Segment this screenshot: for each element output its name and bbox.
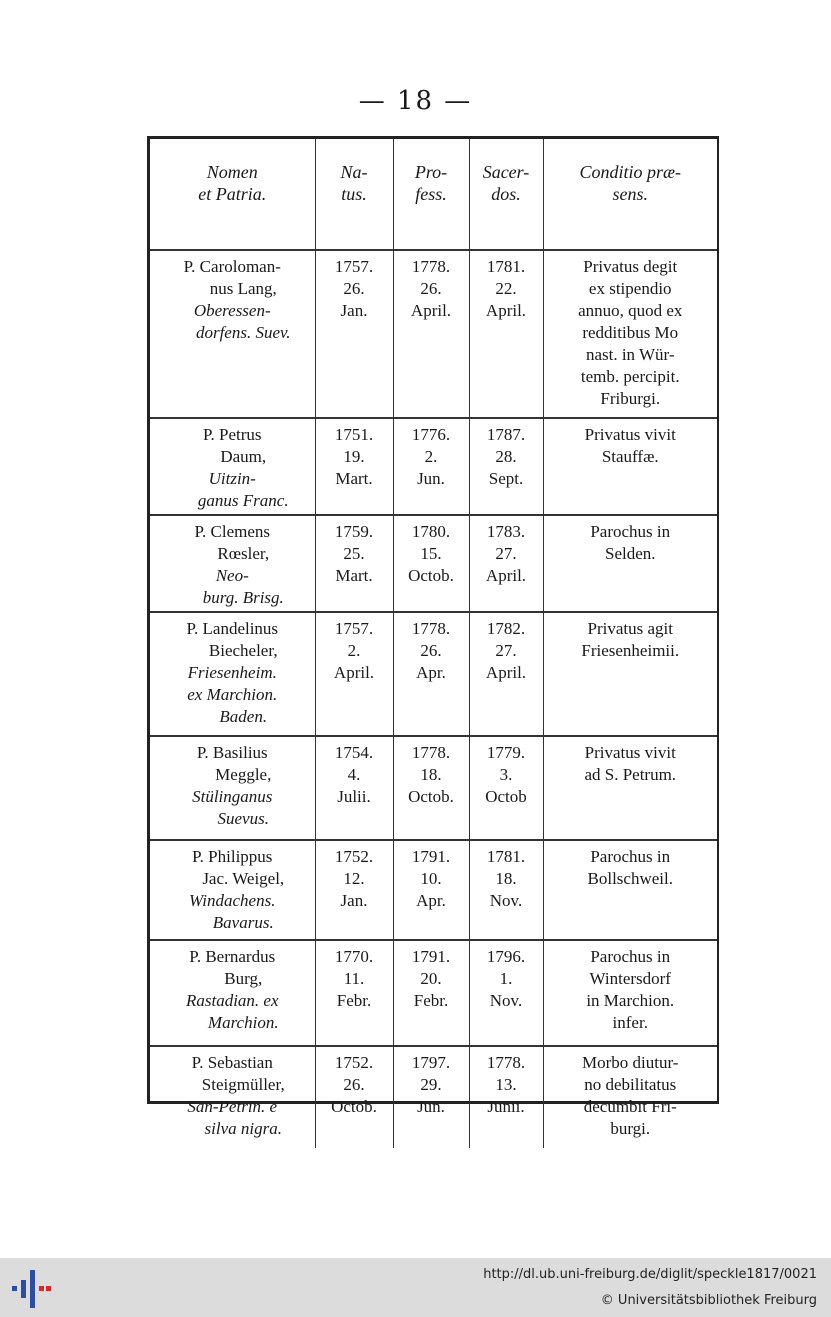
- natus-line: Mart.: [335, 566, 373, 585]
- sacerdos-line: April.: [485, 301, 527, 320]
- page-number: — 18 —: [358, 86, 473, 116]
- conditio-line: Wintersdorf: [589, 969, 671, 988]
- cell-sacerdos: [469, 250, 543, 418]
- sacerdos-line: 1782.: [486, 619, 526, 638]
- profess-line: 1797.: [411, 1053, 451, 1072]
- profess-line: Jun.: [417, 469, 445, 488]
- sacerdos-line: Sept.: [488, 469, 524, 488]
- cell-sacerdos: [469, 736, 543, 840]
- member-name-line: Biecheler,: [208, 641, 278, 660]
- profess-line: Febr.: [413, 991, 449, 1010]
- header-profess: Pro- fess.: [393, 139, 469, 250]
- conditio-line: Morbo diutur-: [582, 1053, 679, 1072]
- conditio-line: Parochus in: [590, 947, 671, 966]
- member-name-line: nus Lang,: [209, 279, 277, 298]
- cell-profess: [393, 736, 469, 840]
- conditio-line: ad S. Petrum.: [584, 765, 677, 784]
- member-name-line: P. Caroloman-: [183, 257, 281, 276]
- natus-line: Jan.: [340, 301, 368, 320]
- member-name-line: P. Bernardus: [189, 947, 276, 966]
- copyright-notice: © Universitätsbibliothek Freiburg: [600, 1293, 817, 1308]
- table-row: [150, 250, 717, 418]
- cell-profess: [393, 612, 469, 736]
- member-name-line: Burg,: [224, 969, 263, 988]
- member-patria-line: Bavarus.: [212, 913, 274, 932]
- member-patria-line: Marchion.: [207, 1013, 279, 1032]
- cell-sacerdos: [469, 1046, 543, 1148]
- profess-line: 26.: [420, 641, 442, 660]
- table-row: [150, 515, 717, 612]
- sacerdos-line: April.: [485, 566, 527, 585]
- natus-line: Octob.: [331, 1097, 377, 1116]
- member-patria-line: San-Petrin. e: [187, 1097, 278, 1116]
- sacerdos-line: 22.: [495, 279, 517, 298]
- sacerdos-line: 13.: [495, 1075, 517, 1094]
- sacerdos-line: 28.: [495, 447, 517, 466]
- cell-natus: [315, 250, 393, 418]
- conditio-line: Parochus in: [590, 522, 671, 541]
- natus-line: 26.: [343, 279, 365, 298]
- table-header-row: [150, 139, 717, 250]
- cell-natus: [315, 840, 393, 940]
- cell-conditio: [543, 1046, 717, 1148]
- conditio-line: infer.: [612, 1013, 648, 1032]
- member-patria-line: Oberessen-: [193, 301, 271, 320]
- records-table: [150, 139, 717, 1148]
- cell-profess: [393, 940, 469, 1046]
- profess-line: 18.: [420, 765, 442, 784]
- natus-line: 1752.: [334, 847, 374, 866]
- conditio-line: Selden.: [604, 544, 656, 563]
- cell-conditio: [543, 612, 717, 736]
- conditio-line: Privatus agit: [587, 619, 673, 638]
- profess-line: 1778.: [411, 619, 451, 638]
- table-row: [150, 940, 717, 1046]
- profess-line: Jun.: [417, 1097, 445, 1116]
- natus-line: 1757.: [334, 257, 374, 276]
- cell-profess: [393, 1046, 469, 1148]
- conditio-line: Privatus vivit: [584, 743, 676, 762]
- sacerdos-line: Octob: [485, 787, 527, 806]
- natus-line: 1751.: [334, 425, 374, 444]
- member-patria-line: Friesenheim.: [187, 663, 277, 682]
- member-name-line: Daum,: [220, 447, 267, 466]
- profess-line: 1776.: [411, 425, 451, 444]
- header-natus: Na- tus.: [315, 139, 393, 250]
- cell-conditio: [543, 736, 717, 840]
- natus-line: 19.: [343, 447, 365, 466]
- cell-profess: [393, 250, 469, 418]
- cell-natus: [315, 418, 393, 515]
- member-name-line: Steigmüller,: [201, 1075, 285, 1094]
- natus-line: 26.: [343, 1075, 365, 1094]
- natus-line: 12.: [343, 869, 365, 888]
- member-patria-line: Neo-: [215, 566, 249, 585]
- conditio-line: annuo, quod ex: [578, 301, 683, 320]
- conditio-line: nast. in Wür-: [585, 345, 675, 364]
- natus-line: 4.: [347, 765, 361, 784]
- conditio-line: Privatus degit: [583, 257, 678, 276]
- sacerdos-line: 1781.: [486, 257, 526, 276]
- header-conditio: Conditio præ- sens.: [543, 139, 717, 250]
- profess-line: 10.: [420, 869, 442, 888]
- profess-line: 15.: [420, 544, 442, 563]
- cell-natus: [315, 940, 393, 1046]
- member-name-line: P. Sebastian: [191, 1053, 273, 1072]
- sacerdos-line: 27.: [495, 544, 517, 563]
- member-patria-line: silva nigra.: [204, 1119, 282, 1138]
- member-name-line: Rœsler,: [217, 544, 270, 563]
- member-patria-line: burg. Brisg.: [202, 588, 284, 607]
- cell-conditio: [543, 940, 717, 1046]
- records-table-frame: [147, 136, 719, 1138]
- sacerdos-line: April.: [485, 663, 527, 682]
- cell-natus: [315, 612, 393, 736]
- member-patria-line: Stülinganus: [192, 787, 273, 806]
- member-patria-line: Rastadian. ex: [185, 991, 279, 1010]
- source-url-link[interactable]: http://dl.ub.uni-freiburg.de/diglit/speckle1817/0021: [483, 1267, 817, 1282]
- cell-nomen: [150, 515, 315, 612]
- conditio-line: Privatus vivit: [584, 425, 676, 444]
- cell-nomen: [150, 1046, 315, 1148]
- member-patria-line: Windachens.: [189, 891, 276, 910]
- table-row: [150, 736, 717, 840]
- profess-line: Octob.: [408, 787, 454, 806]
- sacerdos-line: Nov.: [489, 891, 523, 910]
- profess-line: 1778.: [411, 257, 451, 276]
- cell-natus: [315, 1046, 393, 1148]
- cell-nomen: [150, 612, 315, 736]
- profess-line: 1780.: [411, 522, 451, 541]
- conditio-line: in Marchion.: [586, 991, 675, 1010]
- profess-line: 1791.: [411, 847, 451, 866]
- cell-profess: [393, 418, 469, 515]
- cell-conditio: [543, 250, 717, 418]
- table-row: [150, 612, 717, 736]
- conditio-line: Friesenheimii.: [581, 641, 680, 660]
- cell-nomen: [150, 840, 315, 940]
- footer-bar: [0, 1258, 831, 1317]
- conditio-line: temb. percipit.: [580, 367, 680, 386]
- member-patria-line: Uitzin-: [208, 469, 256, 488]
- conditio-line: Parochus in: [590, 847, 671, 866]
- profess-line: 1778.: [411, 743, 451, 762]
- profess-line: 26.: [420, 279, 442, 298]
- sacerdos-line: 1779.: [486, 743, 526, 762]
- member-patria-line: Baden.: [219, 707, 268, 726]
- conditio-line: burgi.: [610, 1119, 651, 1138]
- member-patria-line: ganus Franc.: [197, 491, 289, 510]
- cell-sacerdos: [469, 418, 543, 515]
- cell-nomen: [150, 940, 315, 1046]
- cell-profess: [393, 840, 469, 940]
- cell-sacerdos: [469, 515, 543, 612]
- cell-nomen: [150, 418, 315, 515]
- natus-line: Mart.: [335, 469, 373, 488]
- conditio-line: Friburgi.: [600, 389, 661, 408]
- profess-line: 20.: [420, 969, 442, 988]
- cell-conditio: [543, 515, 717, 612]
- sacerdos-line: 1.: [499, 969, 513, 988]
- member-name-line: Jac. Weigel,: [202, 869, 285, 888]
- cell-sacerdos: [469, 612, 543, 736]
- profess-line: Apr.: [416, 663, 446, 682]
- profess-line: Octob.: [408, 566, 454, 585]
- sacerdos-line: 1796.: [486, 947, 526, 966]
- cell-nomen: [150, 250, 315, 418]
- natus-line: Febr.: [336, 991, 372, 1010]
- member-name-line: P. Basilius: [196, 743, 268, 762]
- table-row: [150, 840, 717, 940]
- member-patria-line: ex Marchion.: [187, 685, 278, 704]
- header-nomen: Nomen et Patria.: [150, 139, 315, 250]
- member-patria-line: dorfens. Suev.: [195, 323, 291, 342]
- member-name-line: P. Landelinus: [186, 619, 279, 638]
- conditio-line: Stauffæ.: [601, 447, 659, 466]
- conditio-line: no debilitatus: [584, 1075, 677, 1094]
- conditio-line: redditibus Mo: [582, 323, 679, 342]
- member-name-line: P. Petrus: [202, 425, 262, 444]
- sacerdos-line: 1781.: [486, 847, 526, 866]
- table-row: [150, 1046, 717, 1148]
- table-row: [150, 418, 717, 515]
- cell-conditio: [543, 418, 717, 515]
- conditio-line: ex stipendio: [588, 279, 672, 298]
- header-sacerdos: Sacer- dos.: [469, 139, 543, 250]
- cell-sacerdos: [469, 940, 543, 1046]
- natus-line: 25.: [343, 544, 365, 563]
- natus-line: Julii.: [337, 787, 371, 806]
- natus-line: 1759.: [334, 522, 374, 541]
- sacerdos-line: 1778.: [486, 1053, 526, 1072]
- natus-line: 1754.: [334, 743, 374, 762]
- member-patria-line: Suevus.: [217, 809, 269, 828]
- sacerdos-line: Junii.: [487, 1097, 525, 1116]
- sacerdos-line: Nov.: [489, 991, 523, 1010]
- profess-line: Apr.: [416, 891, 446, 910]
- sacerdos-line: 1787.: [486, 425, 526, 444]
- member-name-line: P. Clemens: [194, 522, 271, 541]
- sacerdos-line: 18.: [495, 869, 517, 888]
- sacerdos-line: 27.: [495, 641, 517, 660]
- profess-line: 1791.: [411, 947, 451, 966]
- natus-line: 2.: [347, 641, 361, 660]
- natus-line: Jan.: [340, 891, 368, 910]
- cell-natus: [315, 515, 393, 612]
- member-name-line: P. Philippus: [192, 847, 273, 866]
- natus-line: 1770.: [334, 947, 374, 966]
- sacerdos-line: 1783.: [486, 522, 526, 541]
- cell-profess: [393, 515, 469, 612]
- member-name-line: Meggle,: [215, 765, 272, 784]
- natus-line: 11.: [343, 969, 365, 988]
- natus-line: 1757.: [334, 619, 374, 638]
- profess-line: April.: [410, 301, 452, 320]
- profess-line: 2.: [424, 447, 438, 466]
- conditio-line: Bollschweil.: [587, 869, 673, 888]
- ub-freiburg-logo-icon: [12, 1268, 52, 1308]
- cell-sacerdos: [469, 840, 543, 940]
- natus-line: April.: [333, 663, 375, 682]
- natus-line: 1752.: [334, 1053, 374, 1072]
- sacerdos-line: 3.: [499, 765, 513, 784]
- conditio-line: decumbit Fri-: [583, 1097, 677, 1116]
- cell-conditio: [543, 840, 717, 940]
- cell-nomen: [150, 736, 315, 840]
- cell-natus: [315, 736, 393, 840]
- profess-line: 29.: [420, 1075, 442, 1094]
